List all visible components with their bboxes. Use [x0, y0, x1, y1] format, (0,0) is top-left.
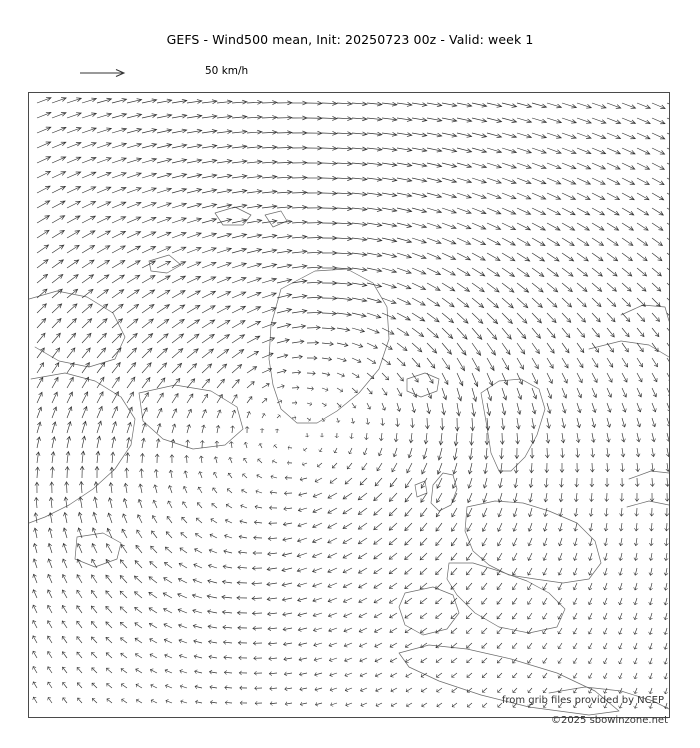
wind-arrows-layer	[31, 96, 669, 709]
copyright-credit: ©2025 sbowinzone.net	[550, 715, 668, 726]
data-source-credit: from grib files provided by NCEP	[501, 695, 664, 706]
reference-vector-arrow-icon	[78, 64, 198, 82]
legend-reference-arrow	[78, 64, 198, 82]
wind-vector-field	[29, 93, 669, 717]
page-title: GEFS - Wind500 mean, Init: 20250723 00z - Valid: week 1	[166, 32, 534, 47]
legend-scale-label: 50 km/h	[205, 65, 249, 77]
map-panel[interactable]	[28, 92, 670, 718]
coastline-layer	[29, 207, 669, 715]
